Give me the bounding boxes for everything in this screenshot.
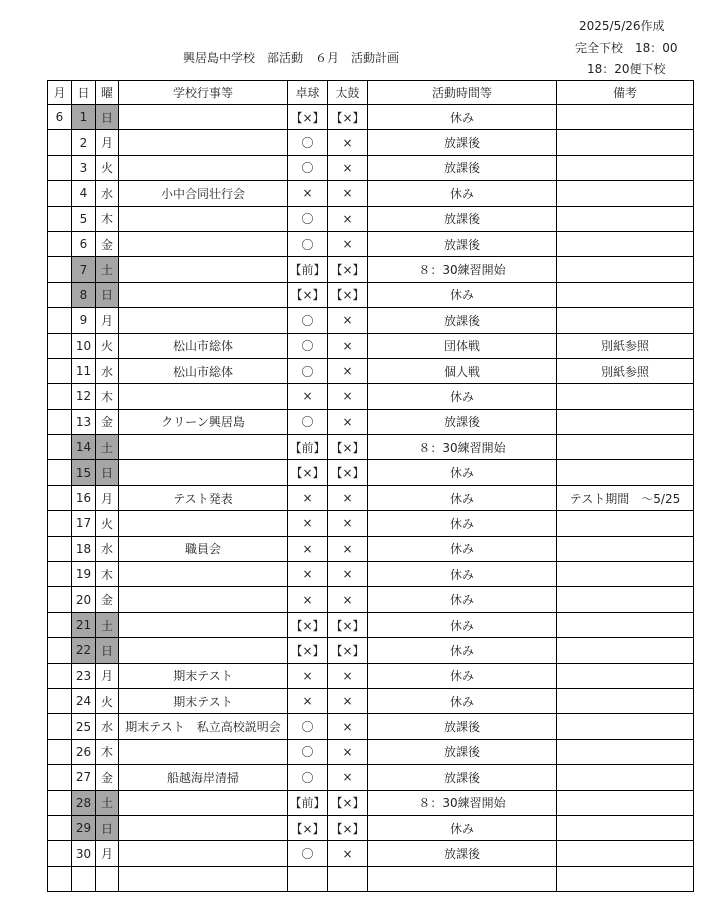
activity-cell: 休み — [368, 562, 557, 587]
month-cell — [48, 511, 72, 536]
table-tennis-cell: 〇 — [288, 358, 328, 383]
weekday-cell: 木 — [96, 739, 119, 764]
weekday-cell: 土 — [96, 612, 119, 637]
weekday-cell: 金 — [96, 765, 119, 790]
day-cell: 14 — [72, 435, 96, 460]
remarks-cell — [557, 181, 694, 206]
day-cell: 23 — [72, 663, 96, 688]
event-cell: クリーン興居島 — [119, 409, 288, 434]
col-header-weekday: 曜 — [96, 81, 119, 105]
activity-cell: 放課後 — [368, 765, 557, 790]
weekday-cell: 金 — [96, 409, 119, 434]
activity-cell: 休み — [368, 384, 557, 409]
table-tennis-cell: × — [288, 562, 328, 587]
table-row — [48, 562, 694, 587]
table-row — [48, 105, 694, 130]
taiko-cell: × — [328, 308, 368, 333]
month-cell — [48, 866, 72, 891]
table-tennis-cell: 〇 — [288, 409, 328, 434]
month-cell — [48, 714, 72, 739]
month-cell — [48, 358, 72, 383]
remarks-cell: 別紙参照 — [557, 333, 694, 358]
day-cell: 11 — [72, 358, 96, 383]
taiko-cell: 【×】 — [328, 638, 368, 663]
event-cell: 小中合同壮行会 — [119, 181, 288, 206]
day-cell: 13 — [72, 409, 96, 434]
day-cell — [72, 866, 96, 891]
remarks-cell: テスト期間 ～5/25 — [557, 485, 694, 510]
weekday-cell: 日 — [96, 460, 119, 485]
activity-cell: 放課後 — [368, 155, 557, 180]
table-tennis-cell: 【×】 — [288, 612, 328, 637]
table-tennis-cell: × — [288, 384, 328, 409]
table-row — [48, 409, 694, 434]
table-tennis-cell: 【×】 — [288, 638, 328, 663]
taiko-cell: × — [328, 358, 368, 383]
table-tennis-cell: 【前】 — [288, 790, 328, 815]
day-cell: 18 — [72, 536, 96, 561]
month-cell — [48, 562, 72, 587]
activity-cell: 休み — [368, 587, 557, 612]
event-cell: 職員会 — [119, 536, 288, 561]
weekday-cell: 火 — [96, 688, 119, 713]
day-cell: 10 — [72, 333, 96, 358]
event-cell — [119, 739, 288, 764]
day-cell: 25 — [72, 714, 96, 739]
created-date: 2025/5/26作成 — [579, 19, 665, 33]
remarks-cell — [557, 435, 694, 460]
weekday-cell: 水 — [96, 358, 119, 383]
month-cell — [48, 688, 72, 713]
bus-dismissal-time: 18：20便下校 — [587, 62, 666, 76]
table-row — [48, 612, 694, 637]
event-cell — [119, 460, 288, 485]
table-tennis-cell: × — [288, 587, 328, 612]
table-row — [48, 384, 694, 409]
remarks-cell — [557, 790, 694, 815]
event-cell — [119, 384, 288, 409]
day-cell: 15 — [72, 460, 96, 485]
table-tennis-cell: 〇 — [288, 231, 328, 256]
month-cell — [48, 815, 72, 840]
table-row — [48, 638, 694, 663]
table-row — [48, 511, 694, 536]
day-cell: 17 — [72, 511, 96, 536]
day-cell: 2 — [72, 130, 96, 155]
remarks-cell — [557, 765, 694, 790]
activity-cell: 団体戦 — [368, 333, 557, 358]
taiko-cell: × — [328, 384, 368, 409]
weekday-cell: 火 — [96, 333, 119, 358]
activity-cell — [368, 866, 557, 891]
day-cell: 1 — [72, 105, 96, 130]
weekday-cell: 月 — [96, 130, 119, 155]
day-cell: 24 — [72, 688, 96, 713]
header-row — [48, 81, 694, 105]
month-cell — [48, 435, 72, 460]
activity-cell: 放課後 — [368, 714, 557, 739]
table-tennis-cell: 〇 — [288, 206, 328, 231]
event-cell — [119, 815, 288, 840]
event-cell — [119, 790, 288, 815]
taiko-cell: × — [328, 663, 368, 688]
taiko-cell: × — [328, 485, 368, 510]
taiko-cell: × — [328, 333, 368, 358]
event-cell: テスト発表 — [119, 485, 288, 510]
taiko-cell: 【×】 — [328, 815, 368, 840]
table-tennis-cell: 〇 — [288, 308, 328, 333]
taiko-cell: 【×】 — [328, 790, 368, 815]
table-tennis-cell: 【×】 — [288, 282, 328, 307]
activity-cell: 休み — [368, 688, 557, 713]
day-cell: 3 — [72, 155, 96, 180]
table-row — [48, 231, 694, 256]
day-cell: 21 — [72, 612, 96, 637]
weekday-cell — [96, 866, 119, 891]
weekday-cell: 金 — [96, 587, 119, 612]
remarks-cell — [557, 511, 694, 536]
event-cell — [119, 841, 288, 866]
day-cell: 20 — [72, 587, 96, 612]
activity-cell: 放課後 — [368, 739, 557, 764]
table-row — [48, 841, 694, 866]
day-cell: 29 — [72, 815, 96, 840]
table-row — [48, 155, 694, 180]
table-tennis-cell: × — [288, 181, 328, 206]
table-row — [48, 663, 694, 688]
event-cell — [119, 638, 288, 663]
activity-cell: 放課後 — [368, 206, 557, 231]
table-tennis-cell: 〇 — [288, 765, 328, 790]
remarks-cell: 別紙参照 — [557, 358, 694, 383]
table-row — [48, 688, 694, 713]
event-cell: 松山市総体 — [119, 333, 288, 358]
table-row — [48, 333, 694, 358]
weekday-cell: 水 — [96, 536, 119, 561]
event-cell: 期末テスト — [119, 663, 288, 688]
col-header-activity-time: 活動時間等 — [368, 81, 557, 105]
remarks-cell — [557, 460, 694, 485]
table-row — [48, 587, 694, 612]
day-cell: 6 — [72, 231, 96, 256]
day-cell: 19 — [72, 562, 96, 587]
month-cell — [48, 765, 72, 790]
event-cell — [119, 612, 288, 637]
event-cell — [119, 105, 288, 130]
table-row — [48, 485, 694, 510]
remarks-cell — [557, 638, 694, 663]
taiko-cell: × — [328, 511, 368, 536]
table-tennis-cell: 〇 — [288, 714, 328, 739]
page-title: 興居島中学校 部活動 ６月 活動計画 — [183, 51, 400, 65]
table-row — [48, 460, 694, 485]
day-cell: 30 — [72, 841, 96, 866]
table-tennis-cell: 【×】 — [288, 460, 328, 485]
table-tennis-cell: 【前】 — [288, 257, 328, 282]
month-cell — [48, 739, 72, 764]
month-cell — [48, 638, 72, 663]
activity-cell: 休み — [368, 485, 557, 510]
month-cell: 6 — [48, 105, 72, 130]
weekday-cell: 金 — [96, 231, 119, 256]
month-cell — [48, 181, 72, 206]
remarks-cell — [557, 384, 694, 409]
remarks-cell — [557, 663, 694, 688]
table-tennis-cell: × — [288, 536, 328, 561]
activity-cell: 休み — [368, 638, 557, 663]
taiko-cell: 【×】 — [328, 612, 368, 637]
table-row — [48, 790, 694, 815]
weekday-cell: 木 — [96, 384, 119, 409]
weekday-cell: 日 — [96, 815, 119, 840]
day-cell: 5 — [72, 206, 96, 231]
taiko-cell: × — [328, 181, 368, 206]
event-cell: 船越海岸清掃 — [119, 765, 288, 790]
weekday-cell: 木 — [96, 206, 119, 231]
taiko-cell: × — [328, 688, 368, 713]
activity-cell: 休み — [368, 105, 557, 130]
weekday-cell: 水 — [96, 714, 119, 739]
remarks-cell — [557, 815, 694, 840]
taiko-cell: × — [328, 562, 368, 587]
remarks-cell — [557, 587, 694, 612]
activity-cell: 休み — [368, 612, 557, 637]
taiko-cell — [328, 866, 368, 891]
activity-cell: 放課後 — [368, 130, 557, 155]
remarks-cell — [557, 105, 694, 130]
table-row — [48, 866, 694, 891]
taiko-cell: 【×】 — [328, 460, 368, 485]
weekday-cell: 土 — [96, 257, 119, 282]
month-cell — [48, 536, 72, 561]
event-cell: 期末テスト — [119, 688, 288, 713]
remarks-cell — [557, 231, 694, 256]
event-cell — [119, 155, 288, 180]
day-cell: 7 — [72, 257, 96, 282]
month-cell — [48, 257, 72, 282]
activity-cell: 休み — [368, 815, 557, 840]
event-cell — [119, 282, 288, 307]
table-tennis-cell: 〇 — [288, 841, 328, 866]
taiko-cell: × — [328, 155, 368, 180]
taiko-cell: × — [328, 739, 368, 764]
taiko-cell: 【×】 — [328, 105, 368, 130]
activity-cell: 休み — [368, 536, 557, 561]
remarks-cell — [557, 739, 694, 764]
table-row — [48, 765, 694, 790]
weekday-cell: 月 — [96, 308, 119, 333]
event-cell — [119, 206, 288, 231]
table-tennis-cell: × — [288, 485, 328, 510]
taiko-cell: × — [328, 587, 368, 612]
col-header-taiko: 太鼓 — [328, 81, 368, 105]
weekday-cell: 木 — [96, 562, 119, 587]
activity-cell: 休み — [368, 460, 557, 485]
taiko-cell: 【×】 — [328, 257, 368, 282]
activity-cell: 休み — [368, 663, 557, 688]
weekday-cell: 月 — [96, 485, 119, 510]
activity-cell: 放課後 — [368, 841, 557, 866]
month-cell — [48, 612, 72, 637]
activity-cell: ８：30練習開始 — [368, 257, 557, 282]
weekday-cell: 月 — [96, 663, 119, 688]
activity-cell: ８：30練習開始 — [368, 435, 557, 460]
remarks-cell — [557, 562, 694, 587]
month-cell — [48, 384, 72, 409]
taiko-cell: × — [328, 765, 368, 790]
month-cell — [48, 409, 72, 434]
remarks-cell — [557, 409, 694, 434]
remarks-cell — [557, 612, 694, 637]
weekday-cell: 日 — [96, 638, 119, 663]
month-cell — [48, 790, 72, 815]
month-cell — [48, 460, 72, 485]
day-cell: 27 — [72, 765, 96, 790]
activity-cell: 放課後 — [368, 308, 557, 333]
col-header-day: 日 — [72, 81, 96, 105]
remarks-cell — [557, 130, 694, 155]
event-cell — [119, 435, 288, 460]
event-cell — [119, 562, 288, 587]
table-row — [48, 308, 694, 333]
table-tennis-cell — [288, 866, 328, 891]
remarks-cell — [557, 866, 694, 891]
month-cell — [48, 155, 72, 180]
table-tennis-cell: 〇 — [288, 739, 328, 764]
day-cell: 12 — [72, 384, 96, 409]
weekday-cell: 日 — [96, 105, 119, 130]
activity-cell: 個人戦 — [368, 358, 557, 383]
remarks-cell — [557, 714, 694, 739]
event-cell — [119, 511, 288, 536]
remarks-cell — [557, 155, 694, 180]
day-cell: 4 — [72, 181, 96, 206]
taiko-cell: × — [328, 409, 368, 434]
taiko-cell: × — [328, 841, 368, 866]
event-cell: 松山市総体 — [119, 358, 288, 383]
day-cell: 28 — [72, 790, 96, 815]
table-tennis-cell: × — [288, 511, 328, 536]
table-row — [48, 358, 694, 383]
activity-cell: 休み — [368, 282, 557, 307]
day-cell: 8 — [72, 282, 96, 307]
taiko-cell: × — [328, 206, 368, 231]
taiko-cell: × — [328, 231, 368, 256]
taiko-cell: × — [328, 536, 368, 561]
remarks-cell — [557, 206, 694, 231]
weekday-cell: 月 — [96, 841, 119, 866]
col-header-school-events: 学校行事等 — [119, 81, 288, 105]
event-cell — [119, 130, 288, 155]
taiko-cell: 【×】 — [328, 282, 368, 307]
table-row — [48, 536, 694, 561]
table-row — [48, 130, 694, 155]
taiko-cell: × — [328, 714, 368, 739]
day-cell: 9 — [72, 308, 96, 333]
table-row — [48, 435, 694, 460]
activity-cell: 放課後 — [368, 231, 557, 256]
month-cell — [48, 308, 72, 333]
col-header-remarks: 備考 — [557, 81, 694, 105]
weekday-cell: 土 — [96, 790, 119, 815]
month-cell — [48, 663, 72, 688]
col-header-table-tennis: 卓球 — [288, 81, 328, 105]
event-cell — [119, 231, 288, 256]
activity-cell: 放課後 — [368, 409, 557, 434]
table-tennis-cell: 〇 — [288, 333, 328, 358]
table-tennis-cell: 〇 — [288, 130, 328, 155]
weekday-cell: 水 — [96, 181, 119, 206]
table-tennis-cell: 【×】 — [288, 105, 328, 130]
col-header-month: 月 — [48, 81, 72, 105]
table-row — [48, 257, 694, 282]
event-cell — [119, 308, 288, 333]
remarks-cell — [557, 688, 694, 713]
remarks-cell — [557, 841, 694, 866]
table-row — [48, 815, 694, 840]
activity-cell: ８：30練習開始 — [368, 790, 557, 815]
remarks-cell — [557, 257, 694, 282]
month-cell — [48, 130, 72, 155]
table-tennis-cell: 【前】 — [288, 435, 328, 460]
event-cell: 期末テスト 私立高校説明会 — [119, 714, 288, 739]
event-cell — [119, 587, 288, 612]
month-cell — [48, 231, 72, 256]
month-cell — [48, 587, 72, 612]
month-cell — [48, 206, 72, 231]
full-dismissal-time: 完全下校 18：00 — [575, 41, 678, 55]
day-cell: 22 — [72, 638, 96, 663]
table-row — [48, 206, 694, 231]
table-tennis-cell: 【×】 — [288, 815, 328, 840]
event-cell — [119, 866, 288, 891]
weekday-cell: 火 — [96, 155, 119, 180]
remarks-cell — [557, 536, 694, 561]
activity-cell: 休み — [368, 181, 557, 206]
table-row — [48, 282, 694, 307]
day-cell: 26 — [72, 739, 96, 764]
month-cell — [48, 282, 72, 307]
table-row — [48, 181, 694, 206]
month-cell — [48, 333, 72, 358]
activity-cell: 休み — [368, 511, 557, 536]
event-cell — [119, 257, 288, 282]
activity-schedule-table — [47, 80, 694, 892]
month-cell — [48, 485, 72, 510]
table-row — [48, 739, 694, 764]
weekday-cell: 日 — [96, 282, 119, 307]
table-tennis-cell: 〇 — [288, 155, 328, 180]
month-cell — [48, 841, 72, 866]
day-cell: 16 — [72, 485, 96, 510]
taiko-cell: 【×】 — [328, 435, 368, 460]
remarks-cell — [557, 308, 694, 333]
table-row — [48, 714, 694, 739]
table-tennis-cell: × — [288, 663, 328, 688]
taiko-cell: × — [328, 130, 368, 155]
weekday-cell: 火 — [96, 511, 119, 536]
remarks-cell — [557, 282, 694, 307]
weekday-cell: 土 — [96, 435, 119, 460]
table-tennis-cell: × — [288, 688, 328, 713]
